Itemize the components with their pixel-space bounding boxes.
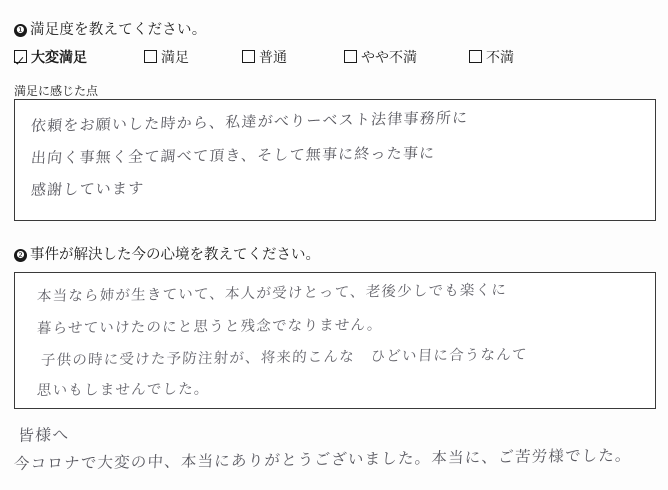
choice-label: 満足 — [161, 49, 189, 65]
question-2-answer-box[interactable] — [14, 272, 656, 409]
handwritten-line: 依頼をお願いした時から、私達がべりーベスト法律事務所に — [30, 108, 469, 136]
question-2-heading — [14, 243, 320, 264]
question-1-answer-box[interactable] — [14, 99, 656, 221]
question-2-number: ❷ — [14, 249, 27, 262]
question-1-number: ❶ — [14, 24, 27, 37]
handwritten-line: 出向く事無く全て調べて頂き、そして無事に終った事に — [30, 144, 437, 168]
choice-dissatisfied[interactable] — [469, 47, 514, 67]
choice-label: 不満 — [486, 49, 514, 65]
handwritten-line: 思いもしませんでした。 — [36, 381, 211, 400]
closing-message: 今コロナで大変の中、本当にありがとうございました。本当に、ご苦労様でした。 — [13, 446, 633, 474]
choice-satisfied[interactable] — [144, 47, 189, 67]
checkbox-icon[interactable] — [344, 50, 357, 63]
handwritten-line: 暮らせていけたのにと思うと残念でなりません。 — [36, 317, 384, 338]
checkbox-icon[interactable] — [469, 50, 482, 63]
handwritten-line: 感謝しています — [30, 179, 146, 200]
checkbox-icon[interactable] — [14, 50, 27, 63]
satisfaction-detail-label: 満足に感じた点 — [14, 84, 99, 98]
choice-label: やや不満 — [361, 49, 417, 65]
satisfaction-choice-group — [14, 47, 654, 69]
choice-neutral[interactable] — [242, 47, 287, 67]
closing-salutation: 皆様へ — [17, 424, 71, 446]
handwritten-line: 子供の時に受けた予防注射が、将来的こんな ひどい目に合うなんて — [40, 347, 529, 370]
handwritten-line: 本当なら姉が生きていて、本人が受けとって、老後少しでも楽くに — [36, 282, 508, 306]
question-2-text: 事件が解決した今の心境を教えてください。 — [30, 247, 320, 263]
choice-very-satisfied[interactable] — [14, 47, 87, 67]
checkbox-icon[interactable] — [242, 50, 255, 63]
choice-somewhat-dissatisfied[interactable] — [344, 47, 417, 67]
checkbox-icon[interactable] — [144, 50, 157, 63]
choice-label: 大変満足 — [31, 49, 87, 65]
choice-label: 普通 — [259, 49, 287, 65]
question-1-heading — [14, 18, 206, 39]
question-1-text: 満足度を教えてください。 — [30, 22, 207, 38]
